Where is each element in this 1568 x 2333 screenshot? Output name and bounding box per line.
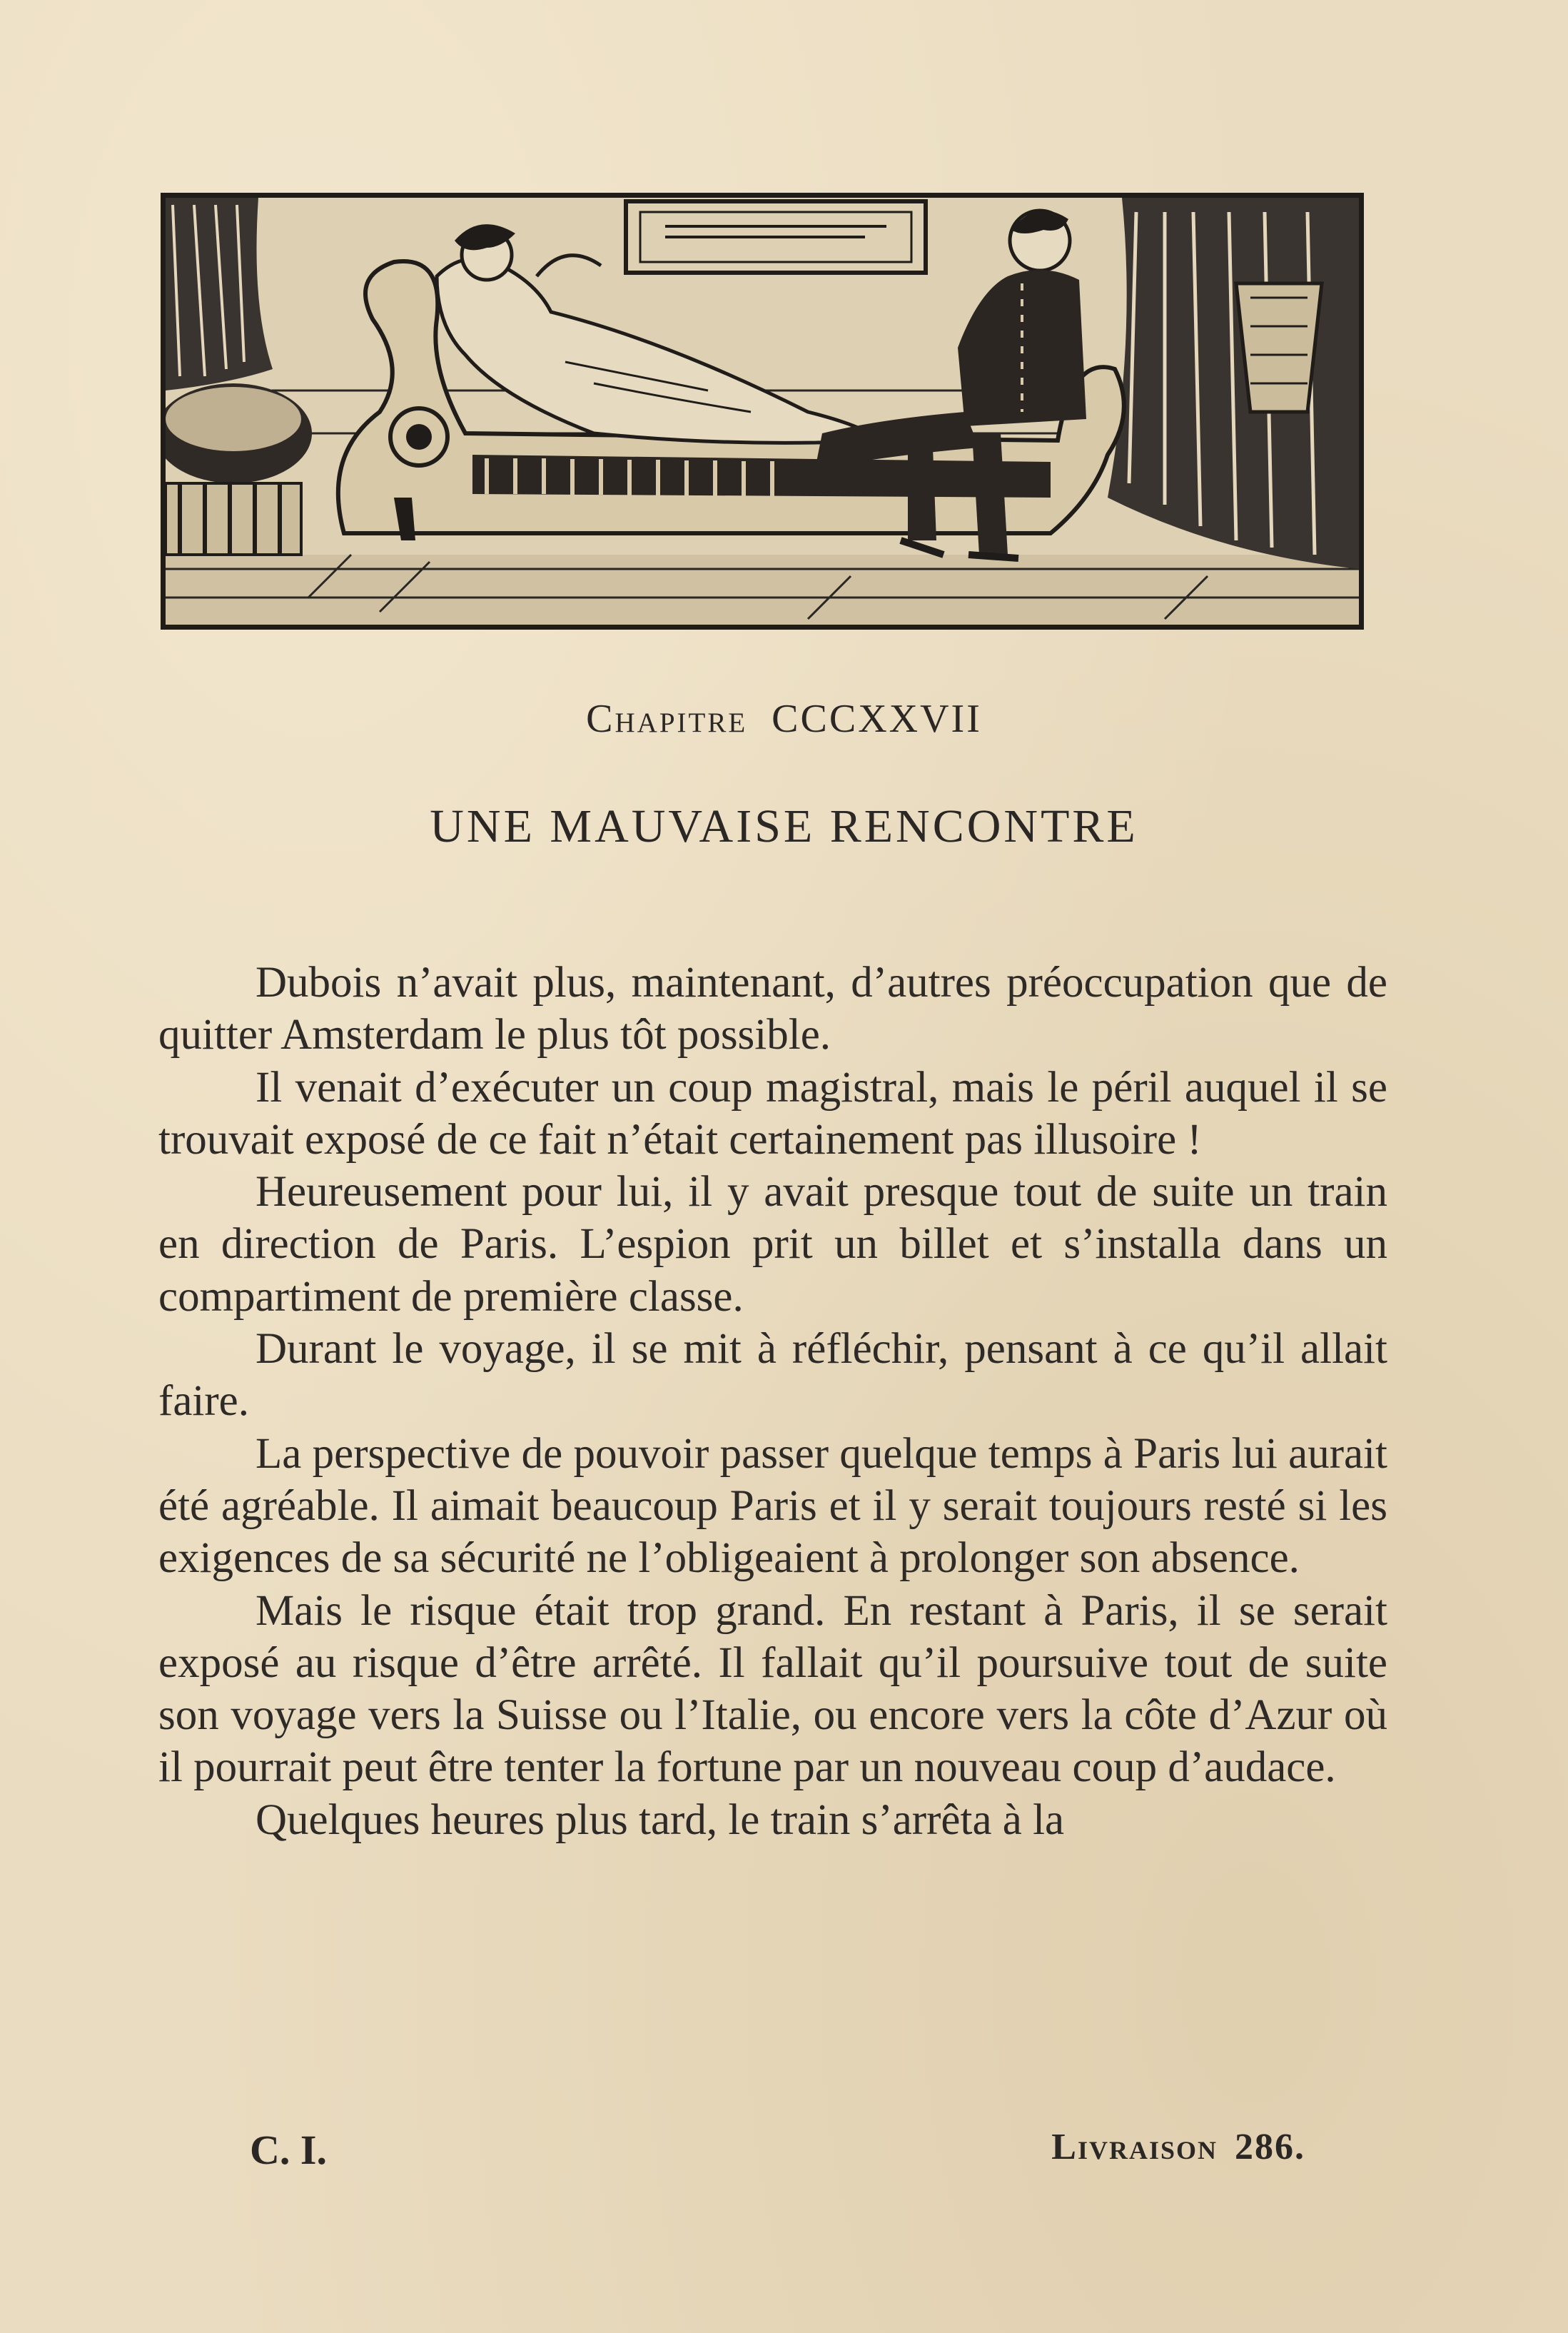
paragraph: Heureusement pour lui, il y avait presque tout de suite un train en direction de Paris. L’espion prit un billet et s’installa dans un compartiment de première classe. (158, 1168, 1387, 1321)
chapter-title: UNE MAUVAISE RENCONTRE (430, 800, 1138, 852)
livraison-number: 286. (1235, 2127, 1305, 2167)
chapter-word: Chapitre (586, 697, 748, 741)
paragraph: Quelques heures plus tard, le train s’arrêta à la (256, 1795, 1065, 1844)
paragraph: Durant le voyage, il se mit à réfléchir, pensant à ce qu’il allait faire. (158, 1325, 1387, 1426)
woodcut-vignette-icon (161, 193, 1364, 630)
chapter-body (158, 957, 1387, 1846)
paragraph: La perspective de pouvoir passer quelque temps à Paris lui aurait été agréable. Il aimait beaucoup Paris et il y serait toujours resté si les exigences de sa sécurité ne l’obligeaient à prolonger son absence. (158, 1429, 1387, 1583)
livraison-label (1051, 2126, 1305, 2168)
chapter-label (0, 696, 1568, 742)
paragraph: Mais le risque était trop grand. En restant à Paris, il se serait exposé au risque d’être arrêté. Il fallait qu’il poursuive tout de suite son voyage vers la Suisse ou l’Italie, ou encore vers la côte d’Azur où il pourrait peut être tenter la fortune par un nouveau coup d’audace. (158, 1586, 1387, 1792)
page-footer (0, 2126, 1568, 2176)
paragraph: Dubois n’avait plus, maintenant, d’autres préoccupation que de quitter Amsterdam le plus tôt possible. (158, 959, 1387, 1059)
livraison-word: Livraison (1051, 2127, 1218, 2167)
chapter-number: CCCXXVII (772, 697, 982, 741)
printer-signature: C. I. (250, 2127, 327, 2173)
paragraph: Il venait d’exécuter un coup magistral, mais le péril auquel il se trouvait exposé de ce fait n’était certainement pas illusoire ! (158, 1063, 1387, 1164)
